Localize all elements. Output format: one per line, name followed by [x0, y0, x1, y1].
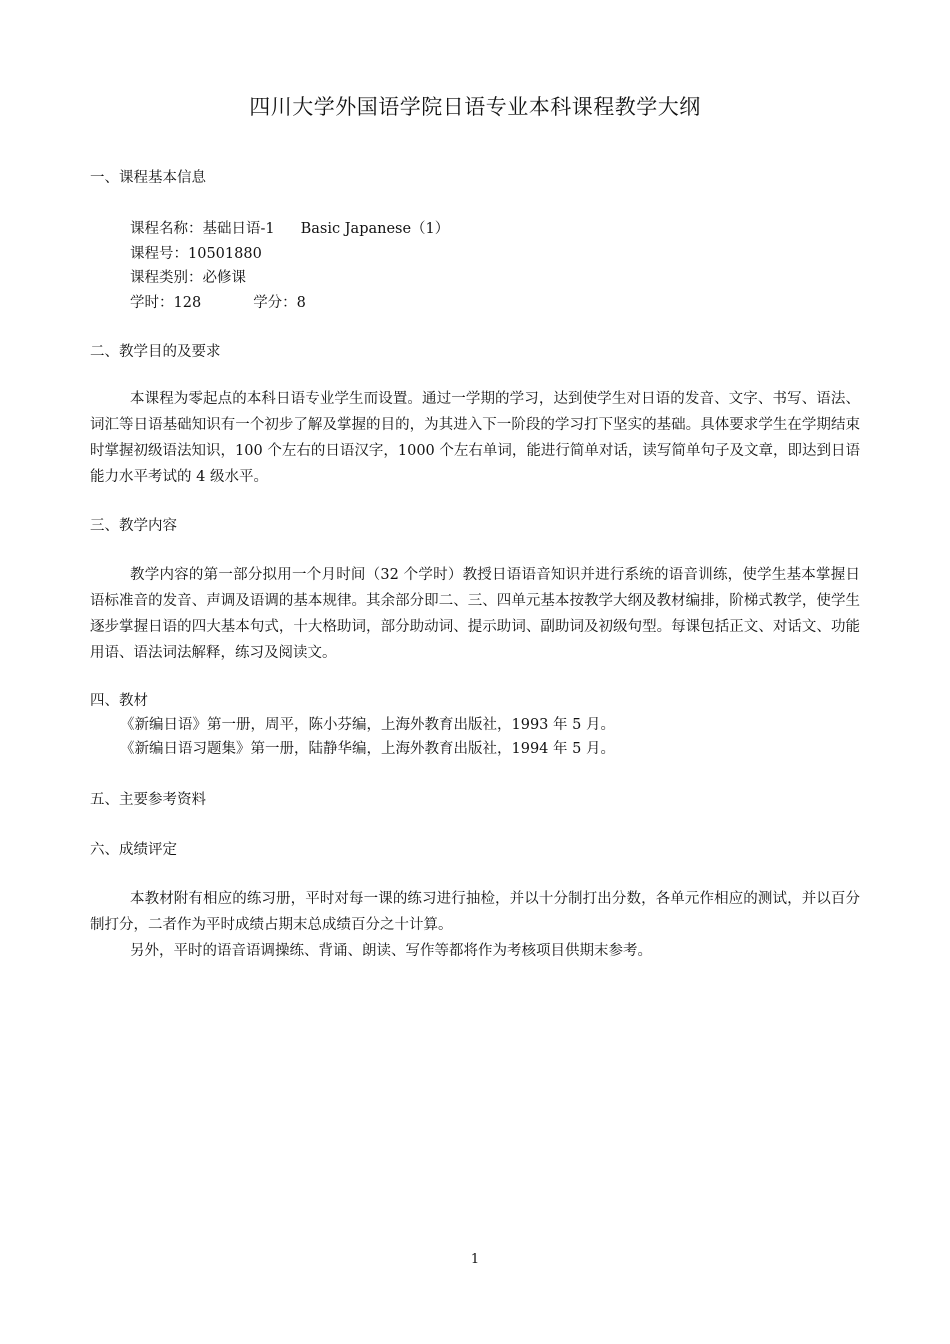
section-content [90, 514, 860, 666]
content-paragraph: 教学内容的第一部分拟用一个月时间（32 个学时）教授日语语音知识并进行系统的语音训练，使学生基本掌握日语标准音的发音、声调及语调的基本规律。其余部分即二、三、四单元基本按教学大纲及教材编排，阶梯式教学，使学生逐步掌握日语的四大基本句式，十大格助词，部分助动词、提示助词、副助词及初级句型。每课包括正文、对话文、功能用语、语法词法解释，练习及阅读文。 [90, 567, 860, 661]
section-heading-content: 三、教学内容 [90, 518, 177, 534]
hours-credits-line [90, 291, 860, 316]
course-name: 课程名称：基础日语-1 [130, 221, 275, 237]
page-number: 1 [470, 1252, 480, 1267]
grading-paragraph-2: 另外，平时的语音语调操练、背诵、朗读、写作等都将作为考核项目供期末参考。 [130, 943, 652, 959]
section-heading-basic-info: 一、课程基本信息 [90, 170, 206, 186]
course-name-line [90, 217, 860, 242]
section-heading-references: 五、主要参考资料 [90, 792, 206, 808]
objectives-paragraph: 本课程为零起点的本科日语专业学生而设置。通过一学期的学习，达到使学生对日语的发音、文字、书写、语法、词汇等日语基础知识有一个初步了解及掌握的目的，为其进入下一阶段的学习打下坚实的基础。具体要求学生在学期结束时掌握初级语法知识，100 个左右的日语汉字，1000 个左右单词，能进行简单对话，读写简单句子及文章，即达到日语能力水平考试的 4 级水平。 [90, 391, 860, 485]
course-type: 课程类别：必修课 [130, 270, 246, 286]
course-number: 课程号：10501880 [130, 245, 262, 262]
section-textbooks [90, 689, 860, 761]
textbook-item: 《新编日语》第一册，周平，陈小芬编，上海外教育出版社，1993 年 5 月。 [120, 717, 615, 733]
textbook-item: 《新编日语习题集》第一册，陆静华编，上海外教育出版社，1994 年 5 月。 [120, 741, 615, 757]
section-heading-textbooks: 四、教材 [90, 693, 148, 709]
page-title: 四川大学外国语学院日语专业本科课程教学大纲 [249, 95, 701, 119]
section-basic-info [90, 166, 860, 315]
course-name-english: Basic Japanese（1） [300, 221, 450, 237]
course-credits: 学分：8 [253, 294, 306, 311]
section-heading-grading: 六、成绩评定 [90, 842, 177, 858]
section-grading [90, 838, 860, 964]
course-hours: 学时：128 [130, 294, 202, 311]
section-objectives [90, 340, 860, 490]
section-references [90, 788, 860, 812]
section-heading-objectives: 二、教学目的及要求 [90, 344, 221, 360]
grading-paragraph-1: 本教材附有相应的练习册，平时对每一课的练习进行抽检，并以十分制打出分数，各单元作相应的测试，并以百分制打分，二者作为平时成绩占期末总成绩百分之十计算。 [90, 891, 860, 933]
